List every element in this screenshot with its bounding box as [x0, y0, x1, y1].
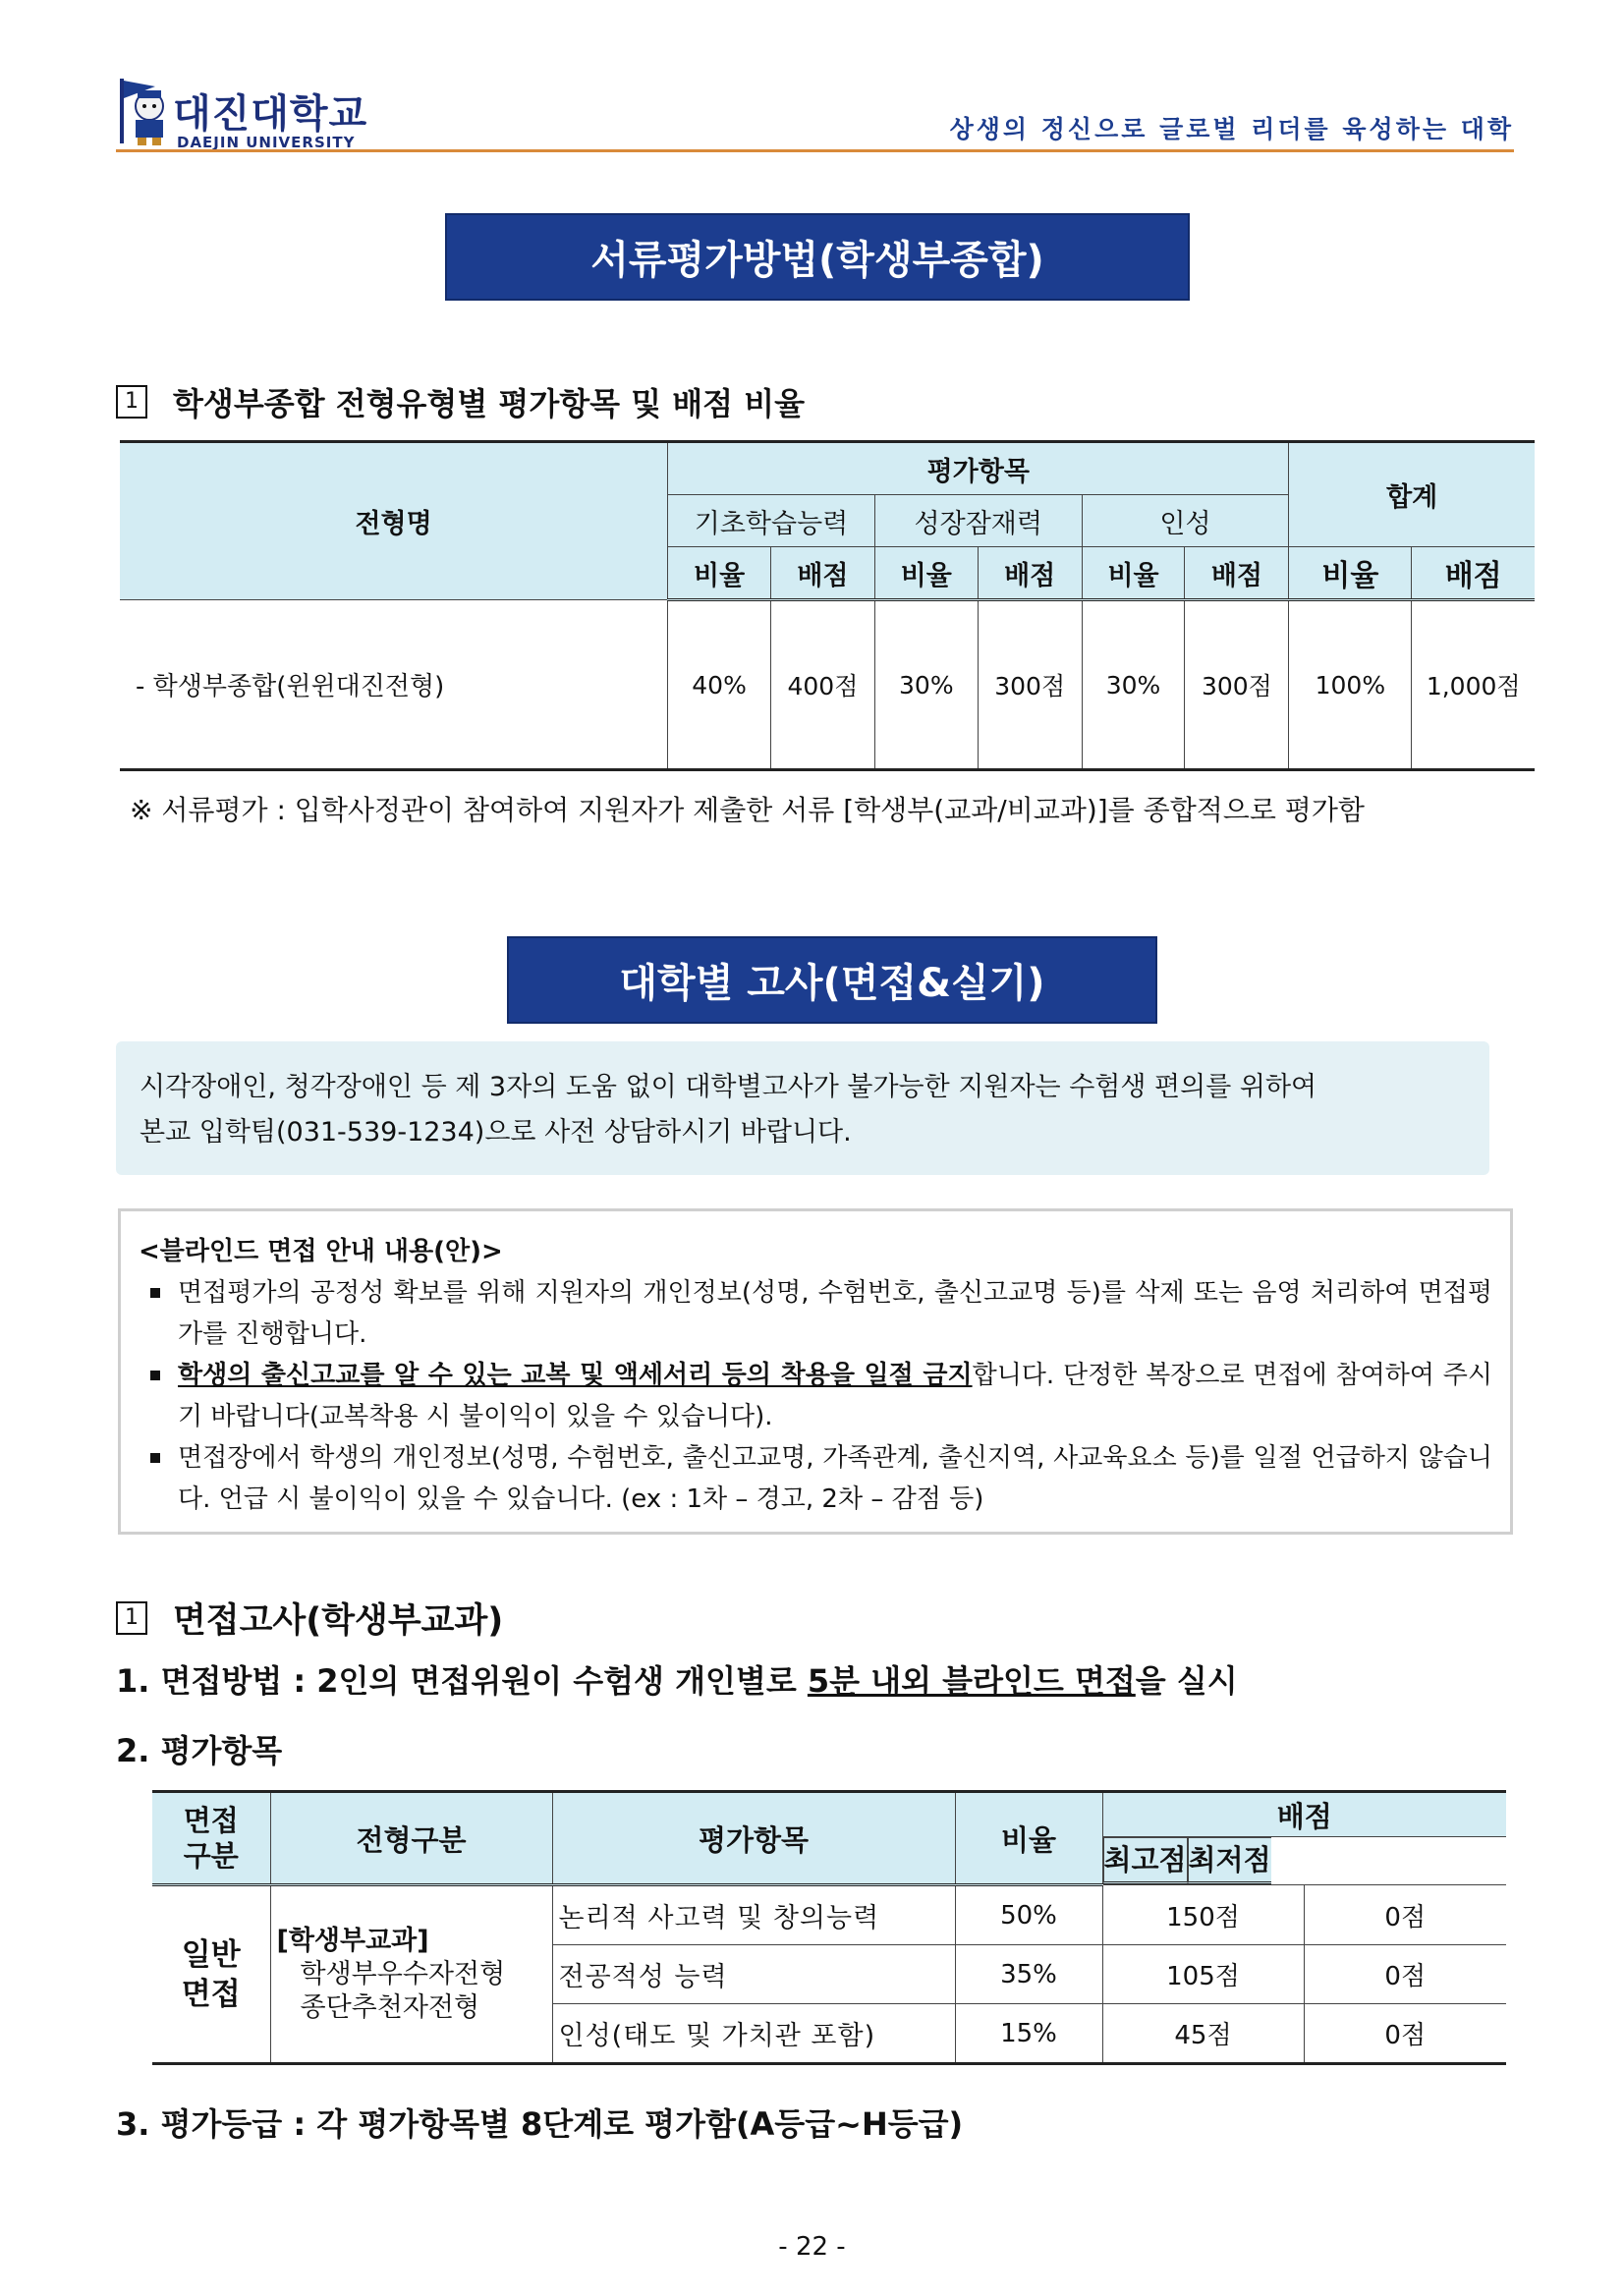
header-score: 배점: [771, 547, 875, 600]
section-heading-document-evaluation: [116, 379, 805, 424]
blind-notice-list: [139, 1272, 1492, 1520]
table-cell-min: 0점: [1304, 1945, 1506, 2004]
method-text: 을 실시: [1135, 1662, 1238, 1700]
header-total-score: 배점: [1412, 547, 1535, 600]
list-item-text: 합니다. 단정한 복장으로 면접에 참여하여 주시기 바랍니다(교복착용 시 불이익이 있을 수 있습니다).: [178, 1361, 1492, 1431]
interview-evaluation-table: [152, 1790, 1506, 2065]
table-cell-admission-type: [270, 1885, 552, 2064]
emphasis-text: 학생의 출신고교를 알 수 있는 교복 및 액세서리 등의 착용을 일절 금지: [178, 1361, 973, 1390]
method-emphasis: 5분 내외 블라인드 면접: [807, 1662, 1136, 1700]
table-cell-max: 150점: [1102, 1885, 1304, 1945]
info-line: 시각장애인, 청각장애인 등 제 3자의 도움 없이 대학별고사가 불가능한 지원자는 수험생 편의를 위하여: [140, 1072, 1317, 1102]
section-banner-university-exam: 대학별 고사(면접&실기): [507, 936, 1157, 1024]
table-cell-ratio: 15%: [955, 2004, 1102, 2064]
table-cell-item: 인성(태도 및 가치관 포함): [552, 2004, 955, 2064]
table-cell: 400점: [771, 600, 875, 770]
blind-interview-notice: [118, 1208, 1513, 1535]
section-heading-interview: [116, 1594, 503, 1643]
table-cell-max: 45점: [1102, 2004, 1304, 2064]
heading-number-box: 1: [116, 385, 147, 419]
heading-text: 학생부종합 전형유형별 평가항목 및 배점 비율: [173, 385, 806, 422]
page-number: - 22 -: [778, 2232, 846, 2262]
info-line: 본교 입학팀(031-539-1234)으로 사전 상담하시기 바랍니다.: [140, 1117, 852, 1148]
table-cell-admission-name: - 학생부종합(윈윈대진전형): [120, 600, 668, 770]
table-cell: 30%: [1082, 600, 1185, 770]
header-total: 합계: [1289, 442, 1535, 547]
table-cell: 40%: [668, 600, 771, 770]
table-cell: 1,000점: [1412, 600, 1535, 770]
table-cell-min: 0점: [1304, 2004, 1506, 2064]
university-name-korean: 대진대학교: [173, 91, 368, 137]
table-cell: 100%: [1289, 600, 1412, 770]
blind-notice-title: <블라인드 면접 안내 내용(안)>: [139, 1237, 503, 1266]
university-name-english: DAEJIN UNIVERSITY: [177, 134, 356, 151]
header-score: 배점: [1102, 1792, 1506, 1837]
list-item: 면접평가의 공정성 확보를 위해 지원자의 개인정보(성명, 수험번호, 출신고교명 등)를 삭제 또는 음영 처리하여 면접평가를 진행합니다.: [139, 1272, 1492, 1355]
header-score: 배점: [1185, 547, 1289, 600]
document-evaluation-note: ※ 서류평가 : 입학사정관이 참여하여 지원자가 제출한 서류 [학생부(교과/비교과)]를 종합적으로 평가함: [130, 794, 1365, 826]
header-evaluation-item: 평가항목: [552, 1792, 955, 1885]
header-min-score: 최저점: [1188, 1837, 1271, 1884]
header-evaluation-items: 평가항목: [668, 442, 1289, 495]
heading-number-box: 1: [116, 1601, 147, 1635]
list-item: [139, 1355, 1492, 1437]
university-mascot-logo: [116, 77, 175, 147]
header-admission-type: 전형구분: [270, 1792, 552, 1885]
table-cell-ratio: 35%: [955, 1945, 1102, 2004]
type-line: 학생부우수자전형: [300, 1958, 506, 1989]
table-cell-max: 105점: [1102, 1945, 1304, 2004]
header-item-character: 인성: [1082, 495, 1289, 547]
header-admission-name: 전형명: [120, 442, 668, 600]
heading-text: 면접고사(학생부교과): [173, 1601, 504, 1641]
table-cell-min: 0점: [1304, 1885, 1506, 1945]
header-ratio: 비율: [1082, 547, 1185, 600]
table-cell-ratio: 50%: [955, 1885, 1102, 1945]
interview-method: [116, 1656, 1238, 1702]
method-text: 1. 면접방법 : 2인의 면접위원이 수험생 개인별로: [116, 1662, 808, 1700]
header-ratio: 비율: [874, 547, 978, 600]
evaluation-items-heading: 2. 평가항목: [116, 1732, 283, 1769]
header-ratio: 비율: [668, 547, 771, 600]
header-total-ratio: 비율: [1289, 547, 1412, 600]
table-cell-item: 논리적 사고력 및 창의능력: [552, 1885, 955, 1945]
list-item: 면접장에서 학생의 개인정보(성명, 수험번호, 출신고교명, 가족관계, 출신지역, 사교육요소 등)를 일절 언급하지 않습니다. 언급 시 불이익이 있을 수 있습니다. (ex : 1차 – 경고, 2차 – 감점 등): [139, 1437, 1492, 1520]
type-line: 종단추천자전형: [300, 1991, 480, 2023]
evaluation-grade-line: 3. 평가등급 : 각 평가항목별 8단계로 평가함(A등급~H등급): [116, 2105, 964, 2143]
header-max-score: 최고점: [1103, 1837, 1188, 1884]
header-item-growth-potential: 성장잠재력: [874, 495, 1082, 547]
table-cell: 300점: [978, 600, 1082, 770]
table-cell: 30%: [874, 600, 978, 770]
table-cell-category: 일반 면접: [152, 1885, 270, 2064]
type-title: [학생부교과]: [276, 1925, 429, 1956]
document-evaluation-table: [120, 440, 1535, 771]
header-interview-category: 면접 구분: [152, 1792, 270, 1885]
section-banner-document-evaluation: 서류평가방법(학생부종합): [445, 213, 1190, 301]
header-tagline: 상생의 정신으로 글로벌 리더를 육성하는 대학: [949, 115, 1514, 143]
header-divider: [116, 149, 1514, 152]
header-item-basic-learning: 기초학습능력: [668, 495, 875, 547]
accessibility-info-box: [116, 1041, 1489, 1175]
header-score: 배점: [978, 547, 1082, 600]
table-cell-item: 전공적성 능력: [552, 1945, 955, 2004]
table-cell: 300점: [1185, 600, 1289, 770]
header-ratio: 비율: [955, 1792, 1102, 1885]
